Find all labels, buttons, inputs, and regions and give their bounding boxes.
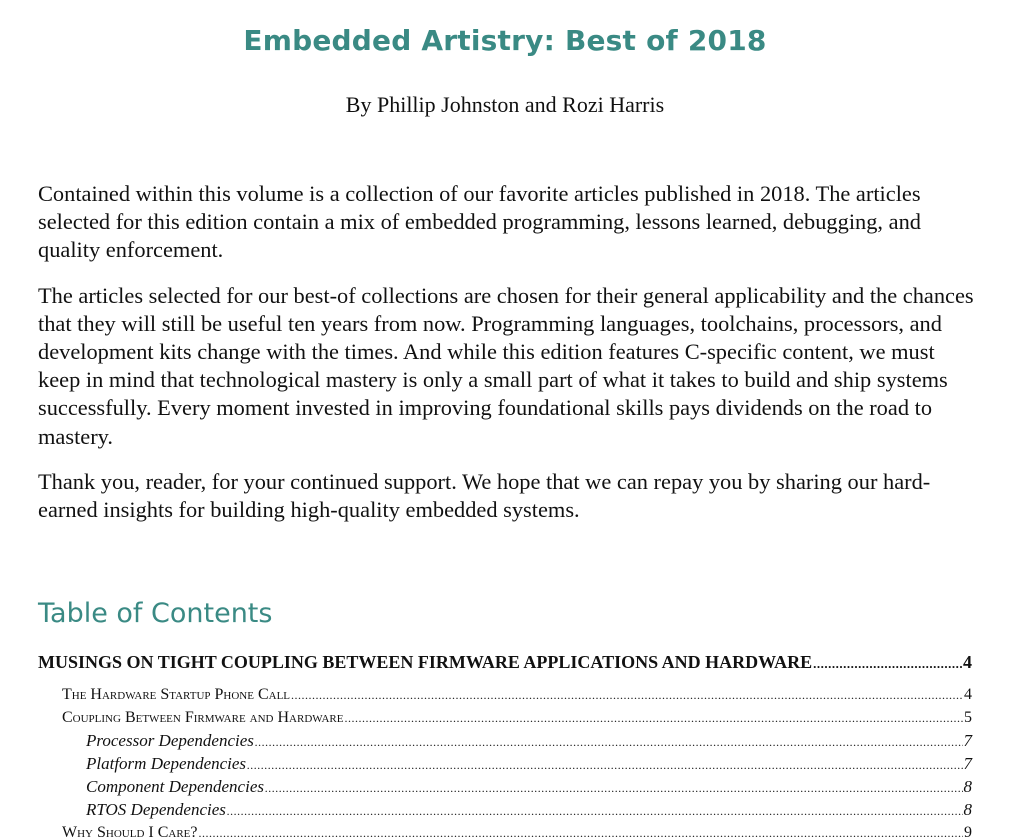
toc-entry[interactable] [38, 729, 972, 752]
toc-leader-dots [291, 684, 963, 707]
toc-entry[interactable] [38, 798, 972, 821]
toc-leader-dots [344, 707, 963, 730]
toc-leader-dots [227, 800, 963, 823]
document-title: Embedded Artistry: Best of 2018 [243, 24, 767, 57]
toc-entry[interactable] [38, 752, 972, 775]
toc-leader-dots [813, 650, 962, 678]
intro-paragraph: The articles selected for our best-of collections are chosen for their general applicability and the chances that they will still be useful ten years from now. Programming languages, toolchains, processors, and development kits change with the times. And while this edition features C-specific content, we must keep in mind that technological mastery is only a small part of what it takes to build and ship systems successfully. Every moment invested in improving foundational skills pays dividends on the road to mastery. [38, 282, 974, 449]
toc-entry-label: Coupling Between Firmware and Hardware [62, 709, 344, 726]
toc-entry-page: 7 [963, 754, 972, 773]
intro-section [38, 180, 978, 541]
toc-entry-label: Why Should I Care? [62, 824, 198, 838]
toc-entry-label: Component Dependencies [86, 777, 264, 796]
toc-leader-dots [247, 754, 962, 777]
toc-entry-page: 4 [964, 686, 972, 703]
toc-entry-page: 5 [964, 709, 972, 726]
intro-paragraph: Contained within this volume is a collection of our favorite articles published in 2018. The articles selected for this edition contain a mix of embedded programming, lessons learned, debugging, and quality enforcement. [38, 181, 921, 263]
toc-leader-dots [255, 731, 963, 754]
intro-paragraph: Thank you, reader, for your continued support. We hope that we can repay you by sharing our hard-earned insights for building high-quality embedded systems. [38, 468, 931, 523]
toc-entry[interactable] [38, 821, 972, 838]
toc-entry[interactable] [38, 648, 972, 676]
toc-heading: Table of Contents [38, 598, 273, 629]
table-of-contents [38, 648, 972, 838]
toc-entry-label: The Hardware Startup Phone Call [62, 686, 291, 703]
toc-entry-page: 8 [963, 777, 972, 796]
toc-leader-dots [198, 822, 963, 838]
toc-entry-page: 7 [963, 731, 972, 750]
toc-entry-page: 8 [963, 800, 972, 819]
toc-entry[interactable] [38, 775, 972, 798]
toc-entry[interactable] [38, 706, 972, 729]
toc-entry-label: Platform Dependencies [86, 754, 247, 773]
toc-entry-label: MUSINGS ON TIGHT COUPLING BETWEEN FIRMWARE APPLICATIONS AND HARDWARE [38, 652, 813, 672]
toc-entry-page: 9 [964, 824, 972, 838]
document-byline: By Phillip Johnston and Rozi Harris [345, 92, 665, 117]
toc-entry-page: 4 [963, 652, 972, 672]
toc-entry-label: RTOS Dependencies [86, 800, 226, 819]
toc-entry-label: Processor Dependencies [86, 731, 254, 750]
toc-leader-dots [265, 777, 963, 800]
toc-entry[interactable] [38, 683, 972, 706]
